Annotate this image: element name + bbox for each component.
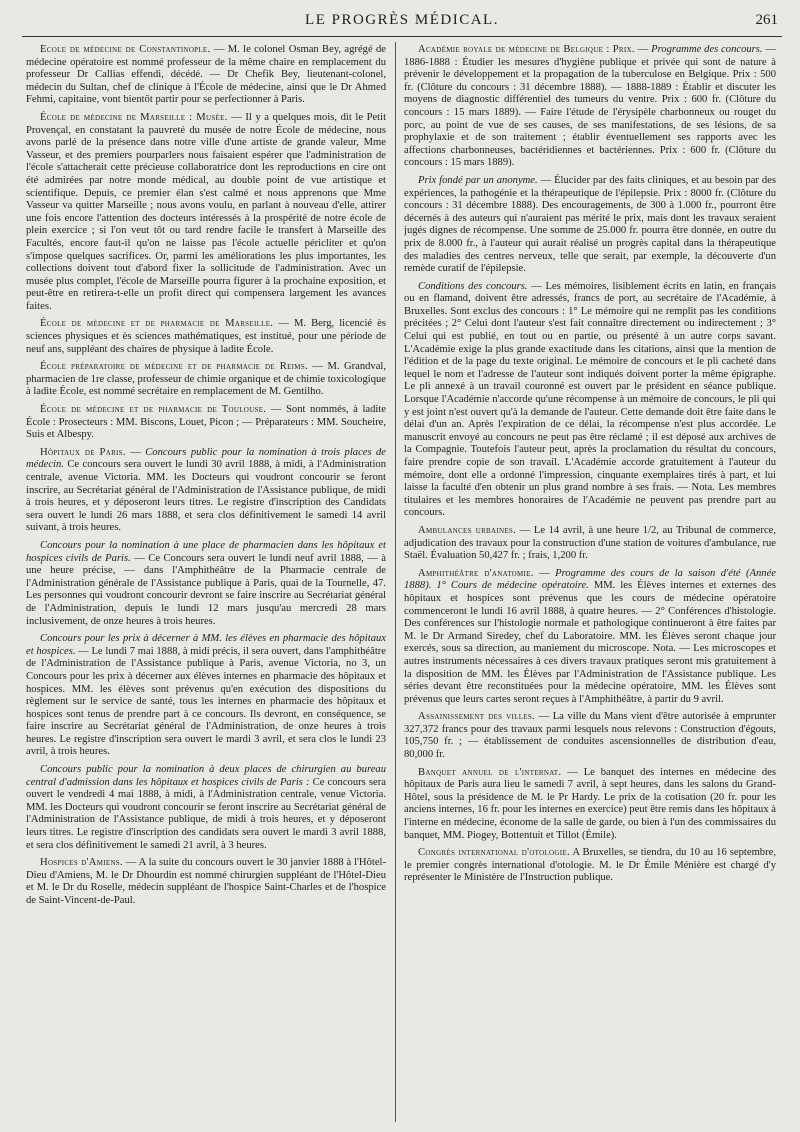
- page-number: 261: [755, 12, 778, 28]
- notice-separator: —: [533, 567, 556, 579]
- notice-paragraph: [26, 857, 386, 907]
- notice-text: — 1886-1888 : Étudier les mesures d'hygiène publique et privée qui sont de nature à prévenir le développement et la propagation de la tuberculose en Belgique. Prix : 500 fr. (Clôture du concours : 31 décembre 1888). — 1888-1889 : Établir et discuter les moyens de diagnostic différentiel des tumeurs du ventre. Prix : 600 fr. (Clôture du concours : 15 mars 1889). — Faire l'étude de l'érysipèle charbonneux ou rouget du porc, au point de vue de ses causes, de ses manifestations, de ses lésions, de sa prophylaxie et de son traitement ; établir éventuellement ses rapports avec les affections charbonneuses, bactéridiennes et bactériennes. Prix : 600 fr. (Clôture du concours : 15 mars 1889).: [404, 44, 776, 169]
- notice-separator: —: [634, 44, 652, 55]
- notice-paragraph: [26, 447, 386, 535]
- notice-paragraph: [26, 633, 386, 759]
- notice-heading: École de médecine et de pharmacie de Marseille.: [40, 318, 274, 330]
- notice-subheading: Concours pour la nomination à une place de pharmacien dans les hôpitaux et hospices civils de Paris.: [26, 539, 386, 564]
- column-divider: [395, 42, 396, 1122]
- notice-paragraph: [26, 540, 386, 628]
- notice-text: Le banquet des internes en médecine des hôpitaux de Paris aura lieu le samedi 7 avril, à sept heures, dans les salons du Grand-Hôtel, sous la présidence de M. le Pr Hardy. Le prix de la cotisation (20 fr. pour les anciens internes, 16 fr. pour les internes en exercice) peut être remis dans les hôpitaux à l'interne en médecine, économe de la salle de garde, ou bien à l'un des commissaires du banquet, MM. Piogey, Bottentuit et Tillot (Émile).: [404, 766, 776, 841]
- notice-text: A Bruxelles, se tiendra, du 10 au 16 septembre, le premier congrès international d'otologie. M. le Dr Émile Ménière est chargé d'y représenter le Ministère de l'Instruction publique.: [404, 847, 776, 884]
- notice-paragraph: [404, 44, 776, 170]
- notice-subheading: Concours public pour la nomination à deux places de chirurgien au bureau central d'admission dans les hôpitaux et hospices civils de Paris :: [26, 764, 386, 788]
- header-rule: [22, 36, 782, 37]
- notice-paragraph: [404, 711, 776, 761]
- notice-separator: —: [122, 857, 139, 869]
- notice-separator: —: [273, 318, 294, 330]
- notice-paragraph: [404, 568, 776, 707]
- notice-subheading: Prix fondé par un anonyme.: [418, 174, 538, 186]
- notice-heading: École de médecine de Marseille : Musée.: [40, 111, 228, 123]
- notice-separator: —: [210, 44, 228, 55]
- notice-paragraph: [26, 44, 386, 107]
- notice-separator: —: [516, 524, 534, 536]
- notice-text: — Les mémoires, lisiblement écrits en latin, en français ou en flamand, doivent être adressés, francs de port, au secrétaire de l'Académie, à Bruxelles. Sont exclus des concours : 1° Le mémoire qui ne remplit pas les conditions précitées ; 2° Celui dont l'auteur s'est fait connaître directement ou indirectement ; 3° Celui qui est publié, en tout ou en partie, ou présenté à un autre corps savant. L'Académie exige la plus grande exactitude dans les citations, ainsi que la mention de l'édition et de la page du texte original. Le mémoire de concours et le pli cacheté dans lequel le nom et l'adresse de l'auteur sont indiqués doivent porter la même épigraphe. Le pli annexé à un travail couronné est ouvert par le président en séance publique. Lorsque l'Académie n'accorde qu'une récompense à un mémoire de concours, le pli qui y est joint n'est ouvert qu'à la demande de l'auteur. Cette demande doit être faite dans le délai d'un an. Après l'expiration de ce délai, la récompense n'est plus accordée. Le manuscrit envoyé au concours ne peut pas être réclamé ; il est déposé aux archives de la Compagnie. Toutefois l'auteur peut, après la proclamation du résultat du concours, faire prendre copie de son travail. L'Académie accorde gratuitement à l'auteur du mémoire, dont elle a ordonné l'impression, cinquante exemplaires tirés à part, et lui laisse la faculté d'en obtenir un plus grand nombre à ses frais. — Nota. Les membres titulaires et les membres honoraires de l'Académie ne peuvent pas prendre part au concours.: [404, 280, 776, 519]
- running-title: LE PROGRÈS MÉDICAL.: [305, 12, 499, 28]
- notice-heading: Amphithéâtre d'anatomie.: [418, 567, 534, 579]
- notice-text: — Le lundi 7 mai 1888, à midi précis, il sera ouvert, dans l'amphithéâtre de l'Administration de l'Assistance publique à Paris, avenue Victoria, no 3, un Concours pour les prix à décerner aux élèves internes en pharmacie des hôpitaux et hospices. MM. les élèves sont prévenus qu'en exécution des dispositions du règlement sur le service de santé, tous les internes en pharmacie des hôpitaux et hospices sont tenus de prendre part à ce concours. Ils devront, en conséquence, se faire inscrire au Secrétariat général de l'Administration, de onze heures à trois heures. Le registre d'inscription sera ouvert le mardi 3 avril, et sera clos le lundi 23 avril, à trois heures.: [26, 645, 386, 758]
- notice-subheading: Conditions des concours.: [418, 280, 528, 292]
- notice-text: MM. les Élèves internes et externes des hôpitaux et hospices sont prévenus que les cours de médecine opératoire commenceront le lundi 16 avril 1888, à quatre heures. — 2° Conférences d'histologie. Des conférences sur l'histologie normale et pathologique continueront à être faites par M. le Dr Armand Siredey, chef du Laboratoire. MM. les Élèves seront chaque jour exercés, sous sa direction, au maniement du microscope. Nota. — Les microscopes et autres instruments nécessaires à ces divers travaux pratiques seront mis gratuitement à la disposition de MM. les Élèves par l'Administration de l'Assistance publique. Les séries devant être reconstituées pour la médecine opératoire, MM. les Élèves sont prévenus que leurs cartes seront reçues à l'Amphithéâtre, à partir du 9 avril.: [404, 580, 776, 705]
- notice-heading: Assainissement des villes.: [418, 711, 535, 723]
- notice-heading: École de médecine et de pharmacie de Toulouse.: [40, 404, 267, 416]
- notice-heading: Hôpitaux de Paris.: [40, 446, 126, 458]
- notice-separator: —: [125, 446, 146, 458]
- notice-paragraph: [404, 175, 776, 276]
- notice-heading: Ambulances urbaines.: [418, 524, 517, 536]
- notice-heading: Académie royale de médecine de Belgique : Prix.: [418, 44, 635, 55]
- notice-text: M. le colonel Osman Bey, agrégé de médecine opératoire est nommé professeur de la même chaire en remplacement du professeur Dr Callias effendi, décédé. — Dr Chefik Bey, lieutenant-colonel, médecin du Sultan, chef de clinique à l'École de médecine, ainsi que le Dr Ahmed Fehmi, capitaine, vont bientôt partir pour se perfectionner à Paris.: [26, 44, 386, 106]
- notice-heading: École de médecine de Constantinople.: [40, 44, 211, 55]
- notice-text: Ce concours sera ouvert le vendredi 4 mai 1888, à midi, à l'Administration centrale, venue Victoria. MM. les Docteurs qui voudront concourir se feront inscrire au Secrétariat général de l'Administration de l'Assistance publique, de midi à trois heures, et y déposeront leurs titres. Le registre d'inscription des candidats sera ouvert le mardi 3 avril 1888, et sera clos définitivement le samedi 21 avril, à 3 heures.: [26, 776, 386, 851]
- notice-subheading: Concours public pour la nomination à trois places de médecin.: [26, 446, 386, 471]
- notice-heading: Banquet annuel de l'internat.: [418, 766, 562, 778]
- page-header: [22, 8, 782, 32]
- notice-paragraph: [404, 281, 776, 520]
- notice-subheading: Programme des concours.: [651, 44, 763, 55]
- notice-paragraph: [26, 361, 386, 399]
- notice-heading: Congrès international d'otologie.: [418, 847, 570, 859]
- right-column: [404, 44, 776, 1122]
- notice-separator: —: [535, 711, 553, 723]
- notice-separator: —: [266, 404, 287, 416]
- notice-heading: Hospices d'Amiens.: [40, 857, 123, 869]
- notice-subheading: Concours pour les prix à décerner à MM. les élèves en pharmacie des hôpitaux et hospices.: [26, 633, 386, 657]
- notice-text: — Élucider par des faits cliniques, et au besoin par des expériences, la pathogénie et la thérapeutique de l'épilepsie. Prix : 8000 fr. (Clôture du concours : 31 décembre 1888). Des encouragements, de 300 à 1.000 fr., pourront être décernés à des auteurs qui n'auraient pas mérité le prix, mais dont les travaux seraient jugés dignes de récompense. Une somme de 25.000 fr. pourra être donnée, en outre du prix de 8.000 fr., à l'auteur qui aurait réalisé un progrès capital dans la thérapeutique des maladies des centres nerveux, telle que serait, par exemple, la découverte d'un remède curatif de l'épilepsie.: [404, 174, 776, 275]
- notice-text: M. Berg, licencié ès sciences physiques et ès sciences mathématiques, est institué, pour une période de neuf ans, suppléant des chaires de physique à ladite École.: [26, 318, 386, 355]
- notice-paragraph: [26, 318, 386, 356]
- notice-text: A la suite du concours ouvert le 30 janvier 1888 à l'Hôtel-Dieu d'Amiens, M. le Dr Dhourdin est nommé chirurgien suppléant de l'Hôtel-Dieu et M. le Dr du Roselle, médecin suppléant de l'hospice Saint-Charles et de l'hospice de Saint-Vincent-de-Paul.: [26, 857, 386, 906]
- notice-separator: —: [561, 766, 584, 778]
- notice-text: Ce concours sera ouvert le lundi 30 avril 1888, à midi, à l'Administration centrale, avenue Victoria. MM. les Docteurs qui voudront concourir se feront inscrire, au Secrétariat général de l'Administration de l'Assistance publique, de midi à trois heures, et y déposeront leurs titres. Le registre d'inscription des Candidats sera ouvert le lundi 26 mars 1888, et sera clos définitivement le samedi 14 avril suivant, à trois heures.: [26, 459, 386, 534]
- notice-separator: —: [227, 111, 246, 123]
- notice-text: M. Grandval, pharmacien de 1re classe, professeur de chimie organique et de chimie toxicologique à ladite École, est nommé secrétaire en remplacement de M. Gentilho.: [26, 361, 386, 398]
- notice-text: Il y a quelques mois, dit le Petit Provençal, en constatant la pauvreté du musée de notre École de médecine, nous avons parlé de la présence dans notre ville d'une artiste de grande valeur, Mme Vasseur, et des premiers pourparlers nous faisaient espérer que l'administration de l'école s'attacherait cette précieuse collaboratrice dont les reproductions en cire ont été admirées par notre monde médical, au double point de vue artistique et scientifique. Depuis, ce premier élan s'est calmé et nous apprenons que Mme Vasseur va quitter Marseille ; nous avons voulu, en parlant à nouveau d'elle, attirer une fois encore l'attention des docteurs intéressés à la prospérité de notre école de plein exercice ; si l'on veut tôt ou tard rendre facile le transfert à Marseille des Facultés, encore faut-il qu'on ne laisse pas l'école actuelle péricliter et qu'on s'impose quelques sacrifices. Or, parmi les améliorations les plus importantes, les collections doivent tout d'abord fixer la sollicitude de l'administration. Avec un musée plus complet, l'école de Marseille pourra figurer à la prochaine exposition, et peut-être en retirera-t-elle un profit direct qui compensera largement les avances faites.: [26, 111, 386, 312]
- notice-text: Sont nommés, à ladite École : Prosecteurs : MM. Biscons, Louet, Picon ; — Préparateurs : MM. Soucheire, Suis et Albespy.: [26, 404, 386, 441]
- notice-paragraph: [26, 404, 386, 442]
- notice-text: La ville du Mans vient d'être autorisée à emprunter 327,372 francs pour des travaux parmi lesquels nous relevons : Construction d'égouts, 105,750 fr. ; — établissement de conduites ascensionnelles de distribution d'eau, 80,000 fr.: [404, 711, 776, 761]
- notice-paragraph: [26, 764, 386, 852]
- notice-paragraph: [404, 767, 776, 843]
- notice-subheading: Programme des cours de la saison d'été (Année 1888). 1° Cours de médecine opératoire.: [404, 567, 776, 592]
- notice-text: Le 14 avril, à une heure 1/2, au Tribunal de commerce, adjudication des travaux pour la construction d'une station de voitures d'ambulance, rue Staël. Évaluation 50,427 fr. ; frais, 1,200 fr.: [404, 524, 776, 562]
- notice-heading: École préparatoire de médecine et de pharmacie de Reims.: [40, 361, 308, 373]
- notice-separator: —: [307, 361, 328, 373]
- notice-text: — Ce Concours sera ouvert le lundi neuf avril 1888, — à une heure précise, — dans l'Amphithéâtre de la Pharmacie centrale de l'Administration générale de l'Assistance publique à Paris, quai de la Tournelle, 47. Les personnes qui voudront concourir devront se faire inscrire au Secrétariat général de l'Administration, depuis le lundi 12 mars jusqu'au mercredi 28 mars inclusivement, de onze heures à trois heures.: [26, 552, 386, 627]
- notice-paragraph: [26, 112, 386, 314]
- notice-paragraph: [404, 525, 776, 563]
- notice-paragraph: [404, 847, 776, 885]
- left-column: [26, 44, 386, 1122]
